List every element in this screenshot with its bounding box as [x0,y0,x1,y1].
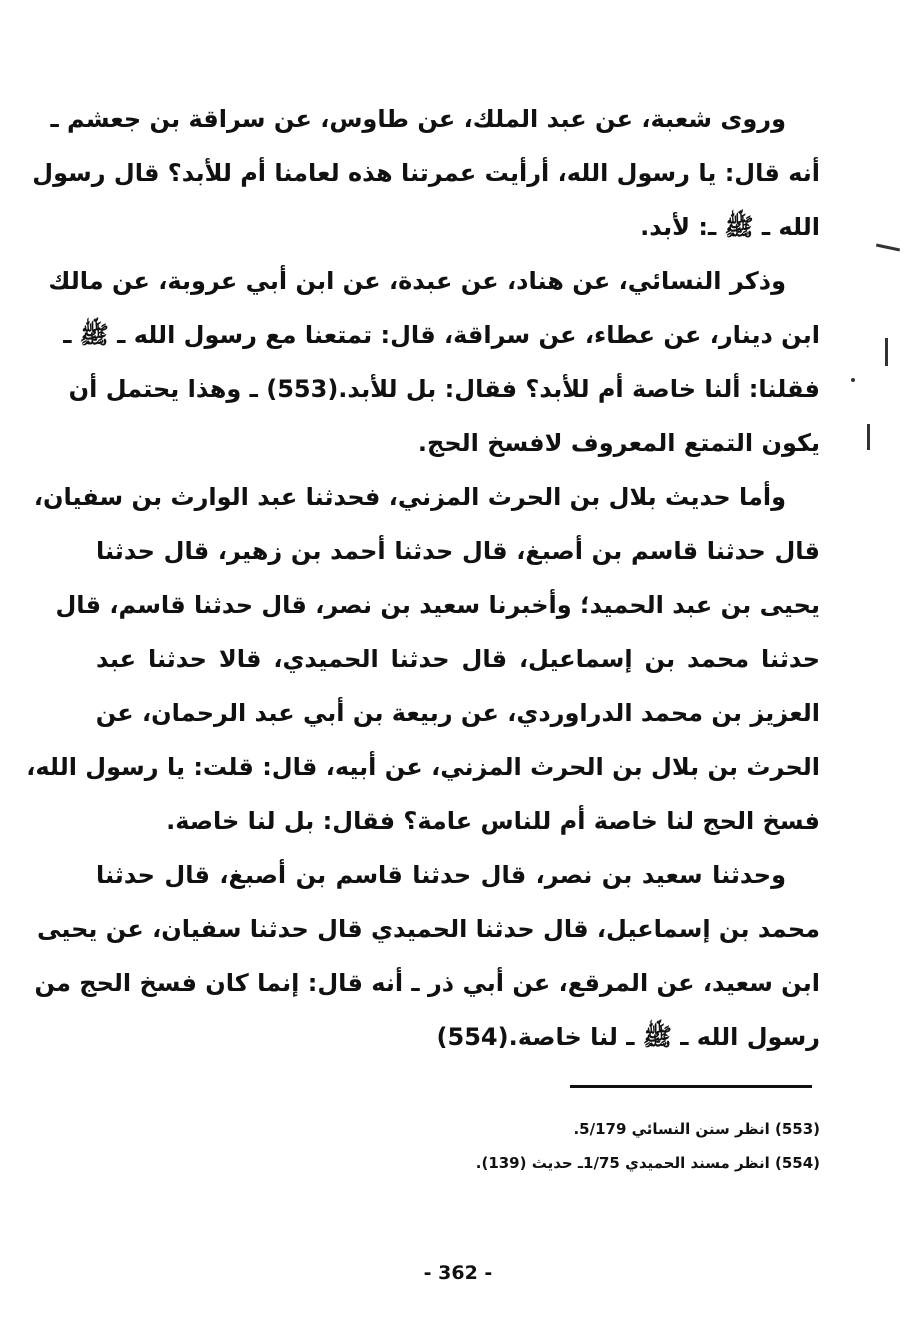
text-line: العزيز بن محمد الدراوردي، عن ربيعة بن أبي عبد الرحمان، عن [95,699,820,727]
text-line: فقلنا: ألنا خاصة أم للأبد؟ فقال: بل للأبد.(553) ـ وهذا يحتمل أن [68,375,820,403]
text-line: رسول الله ـ ﷺ ـ لنا خاصة.(554) [436,1023,820,1051]
text-line: فسخ الحج لنا خاصة أم للناس عامة؟ فقال: بل لنا خاصة. [166,807,820,835]
paragraph-1 [32,92,820,254]
text-line: ابن دينار، عن عطاء، عن سراقة، قال: تمتعنا مع رسول الله ـ ﷺ ـ [63,321,820,349]
paragraph-3 [26,470,820,848]
text-line: يكون التمتع المعروف لافسخ الحج. [417,429,820,457]
text-line: محمد بن إسماعيل، قال حدثنا الحميدي قال حدثنا سفيان، عن يحيى [37,915,820,943]
paragraph-4 [34,848,820,1064]
text-line: يحيى بن عبد الحميد؛ وأخبرنا سعيد بن نصر، قال حدثنا قاسم، قال [55,591,820,619]
text-line: وروى شعبة، عن عبد الملك، عن طاوس، عن سراقة بن جعشم ـ [50,105,786,133]
footnote-554: (554) انظر مسند الحميدي 1/75ـ حديث (139). [475,1154,820,1172]
text-line: حدثنا محمد بن إسماعيل، قال حدثنا الحميدي، قالا حدثنا عبد [96,645,820,673]
scan-speck [885,338,888,366]
paragraph-2 [48,254,820,470]
main-text [26,92,820,1064]
text-line: أنه قال: يا رسول الله، أرأيت عمرتنا هذه لعامنا أم للأبد؟ قال رسول [32,159,820,187]
text-line: وذكر النسائي، عن هناد، عن عبدة، عن ابن أبي عروبة، عن مالك [48,267,786,295]
text-line: وأما حديث بلال بن الحرث المزني، فحدثنا عبد الوارث بن سفيان، [33,483,786,511]
text-line: وحدثنا سعيد بن نصر، قال حدثنا قاسم بن أصبغ، قال حدثنا [96,861,786,889]
footnotes [380,1112,820,1180]
text-line: قال حدثنا قاسم بن أصبغ، قال حدثنا أحمد بن زهير، قال حدثنا [96,537,820,565]
text-line: الحرث بن بلال بن الحرث المزني، عن أبيه، قال: قلت: يا رسول الله، [26,753,820,781]
text-line: الله ـ ﷺ ـ: لأبد. [640,213,820,241]
scan-speck [876,244,900,252]
footnote-divider [570,1085,812,1088]
page-number: - 362 - [423,1262,493,1284]
scan-speck [867,424,870,450]
footnote-553: (553) انظر سنن النسائي 5/179. [573,1120,820,1138]
text-line: ابن سعيد، عن المرقع، عن أبي ذر ـ أنه قال: إنما كان فسخ الحج من [34,969,820,997]
scan-speck [851,378,855,382]
